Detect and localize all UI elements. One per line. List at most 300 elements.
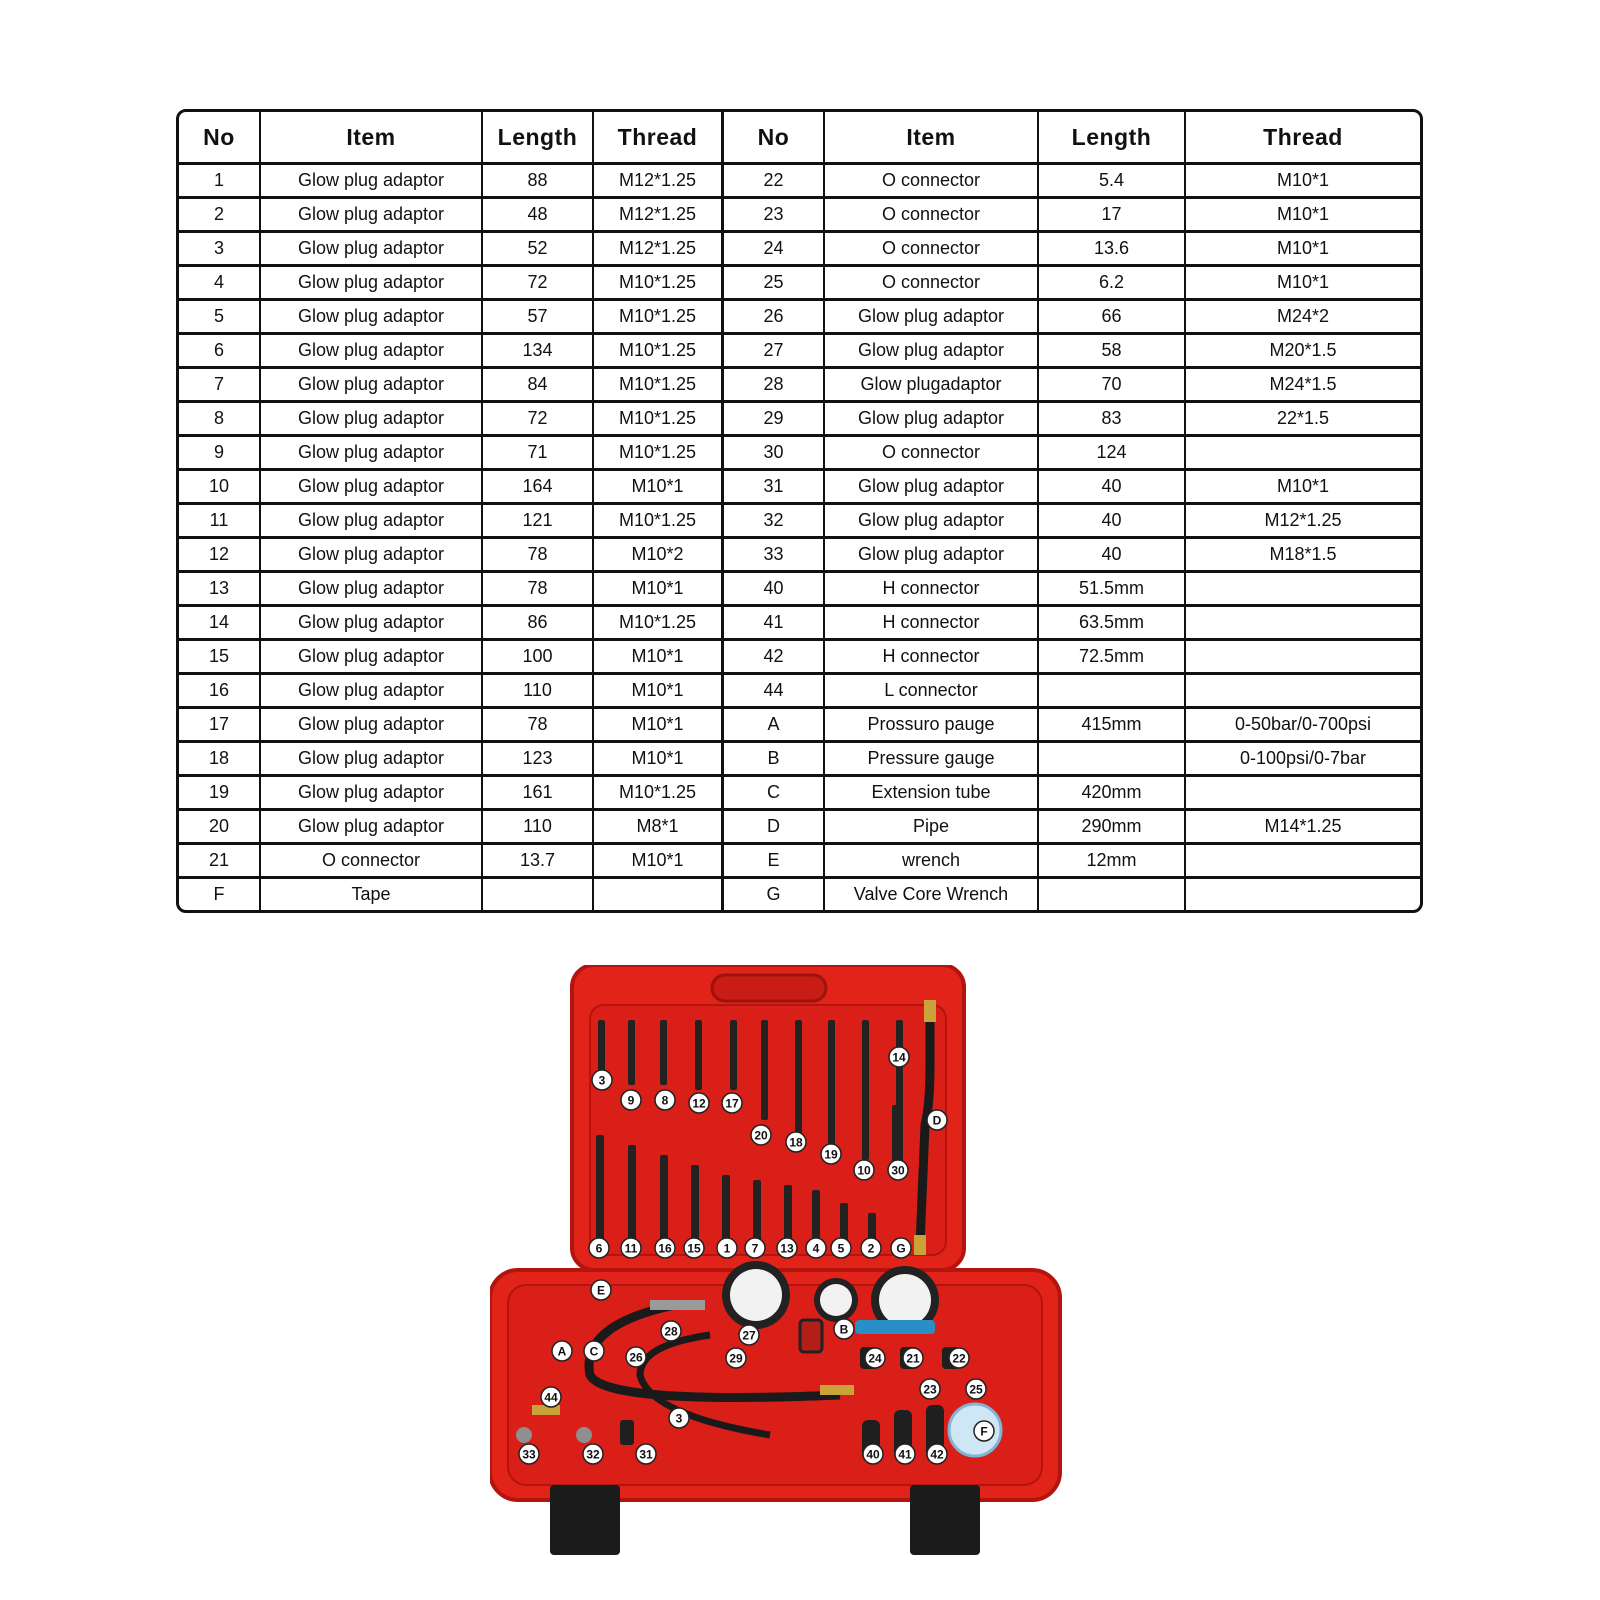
- callout-label: 26: [629, 1350, 643, 1365]
- cell-item: Glow plug adaptor: [261, 811, 483, 845]
- cell-length-2: 70: [1039, 369, 1186, 403]
- cell-thread: M10*1: [594, 743, 724, 777]
- cell-length: 121: [483, 505, 594, 539]
- cell-no: 2: [179, 199, 261, 233]
- cell-length-2: 40: [1039, 539, 1186, 573]
- cell-no: 13: [179, 573, 261, 607]
- part-callout: [541, 1387, 561, 1407]
- callout-label: 28: [664, 1324, 678, 1339]
- cell-no-2: 23: [724, 199, 825, 233]
- cell-thread-2: M24*2: [1186, 301, 1420, 335]
- callout-label: 32: [586, 1447, 600, 1462]
- cell-thread: M12*1.25: [594, 199, 724, 233]
- cell-thread-2: 0-100psi/0-7bar: [1186, 743, 1420, 777]
- cell-item: Glow plug adaptor: [261, 437, 483, 471]
- cell-thread-2: 0-50bar/0-700psi: [1186, 709, 1420, 743]
- parts-table: [176, 109, 1423, 913]
- cell-length: 88: [483, 165, 594, 199]
- cell-item-2: H connector: [825, 607, 1039, 641]
- callout-label: D: [932, 1113, 942, 1128]
- cell-length-2: 124: [1039, 437, 1186, 471]
- cell-length-2: 17: [1039, 199, 1186, 233]
- part-callout: [777, 1238, 797, 1258]
- cell-length-2: 63.5mm: [1039, 607, 1186, 641]
- cell-thread: M10*1: [594, 573, 724, 607]
- cell-thread: M10*1.25: [594, 607, 724, 641]
- part-callout: [684, 1238, 704, 1258]
- part-callout: [552, 1341, 572, 1361]
- cell-item-2: Pressure gauge: [825, 743, 1039, 777]
- cell-length: 100: [483, 641, 594, 675]
- cell-item: Glow plug adaptor: [261, 709, 483, 743]
- cell-no: 15: [179, 641, 261, 675]
- callout-label: 25: [969, 1382, 983, 1397]
- cell-no-2: 42: [724, 641, 825, 675]
- adaptor-rod: [862, 1020, 869, 1160]
- table-row: [179, 199, 1420, 233]
- callout-label: 18: [789, 1135, 803, 1150]
- part-callout: [891, 1238, 911, 1258]
- cell-thread-2: [1186, 437, 1420, 471]
- callout-label: 40: [866, 1447, 880, 1462]
- cell-thread-2: M10*1: [1186, 267, 1420, 301]
- table-row: [179, 607, 1420, 641]
- cell-item: Glow plug adaptor: [261, 743, 483, 777]
- table-row: [179, 573, 1420, 607]
- cell-no: 9: [179, 437, 261, 471]
- cell-length-2: 83: [1039, 403, 1186, 437]
- cell-thread: M10*1: [594, 641, 724, 675]
- cell-no-2: 41: [724, 607, 825, 641]
- cell-item-2: wrench: [825, 845, 1039, 879]
- part-callout: [889, 1047, 909, 1067]
- cell-length-2: 12mm: [1039, 845, 1186, 879]
- gauge-face: [820, 1284, 852, 1316]
- table-row: [179, 539, 1420, 573]
- cell-length: 13.7: [483, 845, 594, 879]
- part-callout: [920, 1379, 940, 1399]
- brass-fitting: [914, 1235, 926, 1255]
- brass-fitting: [924, 1000, 936, 1022]
- adaptor-rod: [812, 1190, 820, 1245]
- cell-no-2: 40: [724, 573, 825, 607]
- cell-thread: M10*1: [594, 845, 724, 879]
- table-row: [179, 267, 1420, 301]
- callout-label: 30: [891, 1163, 905, 1178]
- cell-item: Glow plug adaptor: [261, 641, 483, 675]
- column-header-no: No: [179, 112, 261, 165]
- cell-no-2: E: [724, 845, 825, 879]
- cell-item-2: O connector: [825, 437, 1039, 471]
- case-latch-left: [550, 1485, 620, 1555]
- cell-no: 18: [179, 743, 261, 777]
- cell-length: 110: [483, 811, 594, 845]
- cell-length-2: 40: [1039, 471, 1186, 505]
- cell-item: O connector: [261, 845, 483, 879]
- cell-no: 7: [179, 369, 261, 403]
- part-callout: [974, 1421, 994, 1441]
- part-callout: [655, 1238, 675, 1258]
- gauge-face: [879, 1274, 931, 1326]
- callout-label: 13: [780, 1241, 794, 1256]
- part-callout: [861, 1238, 881, 1258]
- table-row: [179, 777, 1420, 811]
- cell-no: 20: [179, 811, 261, 845]
- cell-thread-2: M18*1.5: [1186, 539, 1420, 573]
- cell-thread-2: [1186, 641, 1420, 675]
- cell-length-2: 72.5mm: [1039, 641, 1186, 675]
- cell-item: Glow plug adaptor: [261, 675, 483, 709]
- cell-item: Glow plug adaptor: [261, 301, 483, 335]
- callout-label: 16: [658, 1241, 672, 1256]
- cell-item-2: O connector: [825, 165, 1039, 199]
- cell-thread: M10*1.25: [594, 403, 724, 437]
- callout-label: 3: [598, 1073, 606, 1088]
- callout-label: 7: [751, 1241, 759, 1256]
- cell-length-2: 40: [1039, 505, 1186, 539]
- column-header-item-2: Item: [825, 112, 1039, 165]
- callout-label: 5: [837, 1241, 845, 1256]
- cell-item-2: O connector: [825, 267, 1039, 301]
- cell-no: 12: [179, 539, 261, 573]
- connector-part: [620, 1420, 634, 1445]
- callout-label: 17: [725, 1096, 739, 1111]
- callout-label: 19: [824, 1147, 838, 1162]
- adaptor-rod: [691, 1165, 699, 1245]
- cell-length-2: 5.4: [1039, 165, 1186, 199]
- cell-thread-2: M10*1: [1186, 199, 1420, 233]
- cell-item-2: Glow plug adaptor: [825, 301, 1039, 335]
- cell-thread: M10*1.25: [594, 505, 724, 539]
- part-callout: [865, 1348, 885, 1368]
- cell-no: 17: [179, 709, 261, 743]
- table-row: [179, 165, 1420, 199]
- part-callout: [895, 1444, 915, 1464]
- callout-label: 20: [754, 1128, 768, 1143]
- table-row: [179, 335, 1420, 369]
- callout-label: 42: [930, 1447, 944, 1462]
- cell-thread: [594, 879, 724, 910]
- part-callout: [751, 1125, 771, 1145]
- cell-no: 21: [179, 845, 261, 879]
- cell-item: Glow plug adaptor: [261, 369, 483, 403]
- table-row: [179, 403, 1420, 437]
- cell-no-2: 44: [724, 675, 825, 709]
- callout-label: 44: [544, 1390, 558, 1405]
- cell-no-2: 22: [724, 165, 825, 199]
- cell-thread-2: M20*1.5: [1186, 335, 1420, 369]
- part-callout: [689, 1093, 709, 1113]
- cell-item-2: H connector: [825, 573, 1039, 607]
- adaptor-rod: [761, 1020, 768, 1120]
- part-callout: [591, 1280, 611, 1300]
- part-callout: [584, 1341, 604, 1361]
- small-adaptor: [576, 1427, 592, 1443]
- cell-item-2: Glow plug adaptor: [825, 471, 1039, 505]
- callout-label: 8: [661, 1093, 669, 1108]
- cell-item: Glow plug adaptor: [261, 233, 483, 267]
- regulator-knob: [800, 1320, 822, 1352]
- cell-no-2: 29: [724, 403, 825, 437]
- tool-case-illustration: [490, 965, 1080, 1595]
- callout-label: 24: [868, 1351, 882, 1366]
- part-callout: [717, 1238, 737, 1258]
- cell-length: 78: [483, 539, 594, 573]
- cell-length: 161: [483, 777, 594, 811]
- adaptor-rod: [730, 1020, 737, 1090]
- cell-length: 164: [483, 471, 594, 505]
- cell-item: Glow plug adaptor: [261, 471, 483, 505]
- part-callout: [927, 1444, 947, 1464]
- column-header-thread: Thread: [594, 112, 724, 165]
- cell-length: 72: [483, 403, 594, 437]
- column-header-thread-2: Thread: [1186, 112, 1420, 165]
- part-callout: [621, 1090, 641, 1110]
- cell-thread: M10*1: [594, 675, 724, 709]
- brass-coupler: [820, 1385, 854, 1395]
- cell-length-2: 420mm: [1039, 777, 1186, 811]
- cell-length: 110: [483, 675, 594, 709]
- cell-thread: M10*1.25: [594, 777, 724, 811]
- part-callout: [583, 1444, 603, 1464]
- cell-length: 78: [483, 573, 594, 607]
- table-header-row: [179, 112, 1420, 165]
- cell-item-2: Glow plug adaptor: [825, 403, 1039, 437]
- table-row: [179, 505, 1420, 539]
- table-row: [179, 743, 1420, 777]
- cell-length: [483, 879, 594, 910]
- cell-length-2: 58: [1039, 335, 1186, 369]
- cell-thread: M10*1.25: [594, 437, 724, 471]
- part-callout: [669, 1408, 689, 1428]
- cell-no: 4: [179, 267, 261, 301]
- cell-no: 8: [179, 403, 261, 437]
- gauge-face: [730, 1269, 782, 1321]
- table-row: [179, 845, 1420, 879]
- adaptor-rod: [628, 1145, 636, 1245]
- adaptor-rod: [753, 1180, 761, 1245]
- callout-label: 9: [627, 1093, 635, 1108]
- callout-label: 12: [692, 1096, 706, 1111]
- callout-label: 6: [595, 1241, 603, 1256]
- cell-item: Glow plug adaptor: [261, 505, 483, 539]
- cell-thread: M10*1.25: [594, 369, 724, 403]
- callout-label: 31: [639, 1447, 653, 1462]
- cell-no-2: A: [724, 709, 825, 743]
- cell-no-2: G: [724, 879, 825, 910]
- adaptor-rod: [828, 1020, 835, 1150]
- cell-item-2: O connector: [825, 199, 1039, 233]
- cell-item: Glow plug adaptor: [261, 607, 483, 641]
- cell-item: Glow plug adaptor: [261, 267, 483, 301]
- cell-thread-2: 22*1.5: [1186, 403, 1420, 437]
- table-row: [179, 879, 1420, 910]
- callout-label: 3: [675, 1411, 683, 1426]
- part-callout: [831, 1238, 851, 1258]
- table-body: [179, 165, 1420, 910]
- cell-thread-2: M10*1: [1186, 233, 1420, 267]
- cell-thread-2: [1186, 675, 1420, 709]
- part-callout: [863, 1444, 883, 1464]
- cell-length: 123: [483, 743, 594, 777]
- part-callout: [726, 1348, 746, 1368]
- cell-item-2: H connector: [825, 641, 1039, 675]
- cell-length: 72: [483, 267, 594, 301]
- cell-thread-2: [1186, 777, 1420, 811]
- cell-no-2: C: [724, 777, 825, 811]
- cell-length-2: 66: [1039, 301, 1186, 335]
- adaptor-rod: [596, 1135, 604, 1245]
- callout-label: B: [839, 1322, 849, 1337]
- cell-no: 1: [179, 165, 261, 199]
- cell-thread-2: M14*1.25: [1186, 811, 1420, 845]
- table-row: [179, 233, 1420, 267]
- cell-item-2: O connector: [825, 233, 1039, 267]
- cell-no: 10: [179, 471, 261, 505]
- cell-length: 134: [483, 335, 594, 369]
- part-callout: [661, 1321, 681, 1341]
- column-header-length: Length: [483, 112, 594, 165]
- part-callout: [519, 1444, 539, 1464]
- cell-item-2: Pipe: [825, 811, 1039, 845]
- part-callout: [722, 1093, 742, 1113]
- wrench-e: [650, 1300, 705, 1310]
- callout-label: 1: [723, 1241, 731, 1256]
- callout-label: 21: [906, 1351, 920, 1366]
- cell-no-2: B: [724, 743, 825, 777]
- cell-item: Tape: [261, 879, 483, 910]
- cell-item: Glow plug adaptor: [261, 539, 483, 573]
- cell-no: 6: [179, 335, 261, 369]
- part-callout: [854, 1160, 874, 1180]
- cell-thread: M10*1.25: [594, 301, 724, 335]
- table-row: [179, 709, 1420, 743]
- cell-length: 57: [483, 301, 594, 335]
- adaptor-rod: [722, 1175, 730, 1245]
- part-callout: [821, 1144, 841, 1164]
- part-callout: [903, 1348, 923, 1368]
- callout-label: F: [980, 1424, 988, 1439]
- column-header-item: Item: [261, 112, 483, 165]
- cell-thread: M12*1.25: [594, 233, 724, 267]
- cell-item: Glow plug adaptor: [261, 403, 483, 437]
- cell-item: Glow plug adaptor: [261, 335, 483, 369]
- callout-label: 29: [729, 1351, 743, 1366]
- column-header-no-2: No: [724, 112, 825, 165]
- cell-length-2: 6.2: [1039, 267, 1186, 301]
- part-callout: [888, 1160, 908, 1180]
- cell-thread: M10*1.25: [594, 267, 724, 301]
- cell-length: 48: [483, 199, 594, 233]
- cell-length-2: [1039, 743, 1186, 777]
- cell-length-2: [1039, 879, 1186, 910]
- cell-length: 84: [483, 369, 594, 403]
- cell-thread-2: [1186, 845, 1420, 879]
- adaptor-rod: [795, 1020, 802, 1135]
- cell-thread-2: [1186, 607, 1420, 641]
- cell-item-2: Prossuro pauge: [825, 709, 1039, 743]
- table-row: [179, 471, 1420, 505]
- cell-item: Glow plug adaptor: [261, 777, 483, 811]
- cell-thread-2: M12*1.25: [1186, 505, 1420, 539]
- part-callout: [745, 1238, 765, 1258]
- adaptor-rod: [660, 1155, 668, 1245]
- cell-no-2: 26: [724, 301, 825, 335]
- part-callout: [655, 1090, 675, 1110]
- callout-label: 41: [898, 1447, 912, 1462]
- cell-thread: M10*1: [594, 709, 724, 743]
- cell-thread-2: M24*1.5: [1186, 369, 1420, 403]
- cell-item-2: Glow plug adaptor: [825, 505, 1039, 539]
- cell-length: 52: [483, 233, 594, 267]
- cell-item-2: Glow plug adaptor: [825, 335, 1039, 369]
- cell-no: 11: [179, 505, 261, 539]
- cell-thread-2: M10*1: [1186, 471, 1420, 505]
- table-row: [179, 811, 1420, 845]
- case-handle: [712, 975, 826, 1001]
- part-callout: [621, 1238, 641, 1258]
- cell-no: 14: [179, 607, 261, 641]
- cell-no-2: 31: [724, 471, 825, 505]
- adaptor-rod: [695, 1020, 702, 1090]
- cell-length: 71: [483, 437, 594, 471]
- cell-no-2: 33: [724, 539, 825, 573]
- cell-length-2: 415mm: [1039, 709, 1186, 743]
- cell-length: 86: [483, 607, 594, 641]
- part-callout: [966, 1379, 986, 1399]
- tool-case-photo: [490, 965, 1080, 1595]
- adaptor-rod: [660, 1020, 667, 1085]
- table-row: [179, 369, 1420, 403]
- callout-label: 10: [857, 1163, 871, 1178]
- cell-no: 16: [179, 675, 261, 709]
- cell-no-2: 24: [724, 233, 825, 267]
- cell-no: 5: [179, 301, 261, 335]
- cell-length-2: [1039, 675, 1186, 709]
- callout-label: 4: [812, 1241, 820, 1256]
- cell-length-2: 51.5mm: [1039, 573, 1186, 607]
- cell-no-2: 32: [724, 505, 825, 539]
- callout-label: A: [557, 1344, 567, 1359]
- adaptor-rod: [784, 1185, 792, 1245]
- part-callout: [949, 1348, 969, 1368]
- case-latch-right: [910, 1485, 980, 1555]
- callout-label: 27: [742, 1328, 756, 1343]
- part-callout: [589, 1238, 609, 1258]
- callout-label: 15: [687, 1241, 701, 1256]
- cell-no-2: 30: [724, 437, 825, 471]
- cell-thread-2: [1186, 879, 1420, 910]
- callout-label: G: [896, 1241, 906, 1256]
- part-callout: [739, 1325, 759, 1345]
- cell-item-2: Extension tube: [825, 777, 1039, 811]
- part-callout: [636, 1444, 656, 1464]
- cell-thread: M10*1: [594, 471, 724, 505]
- cell-length-2: 290mm: [1039, 811, 1186, 845]
- cell-item-2: Glow plugadaptor: [825, 369, 1039, 403]
- callout-label: 2: [867, 1241, 875, 1256]
- callout-label: 14: [892, 1050, 906, 1065]
- cell-thread-2: M10*1: [1186, 165, 1420, 199]
- callout-label: 33: [522, 1447, 536, 1462]
- adaptor-rod: [628, 1020, 635, 1085]
- callout-label: C: [589, 1344, 599, 1359]
- part-callout: [927, 1110, 947, 1130]
- cell-length: 78: [483, 709, 594, 743]
- cell-no-2: 27: [724, 335, 825, 369]
- cell-thread: M12*1.25: [594, 165, 724, 199]
- blue-extension: [855, 1320, 935, 1334]
